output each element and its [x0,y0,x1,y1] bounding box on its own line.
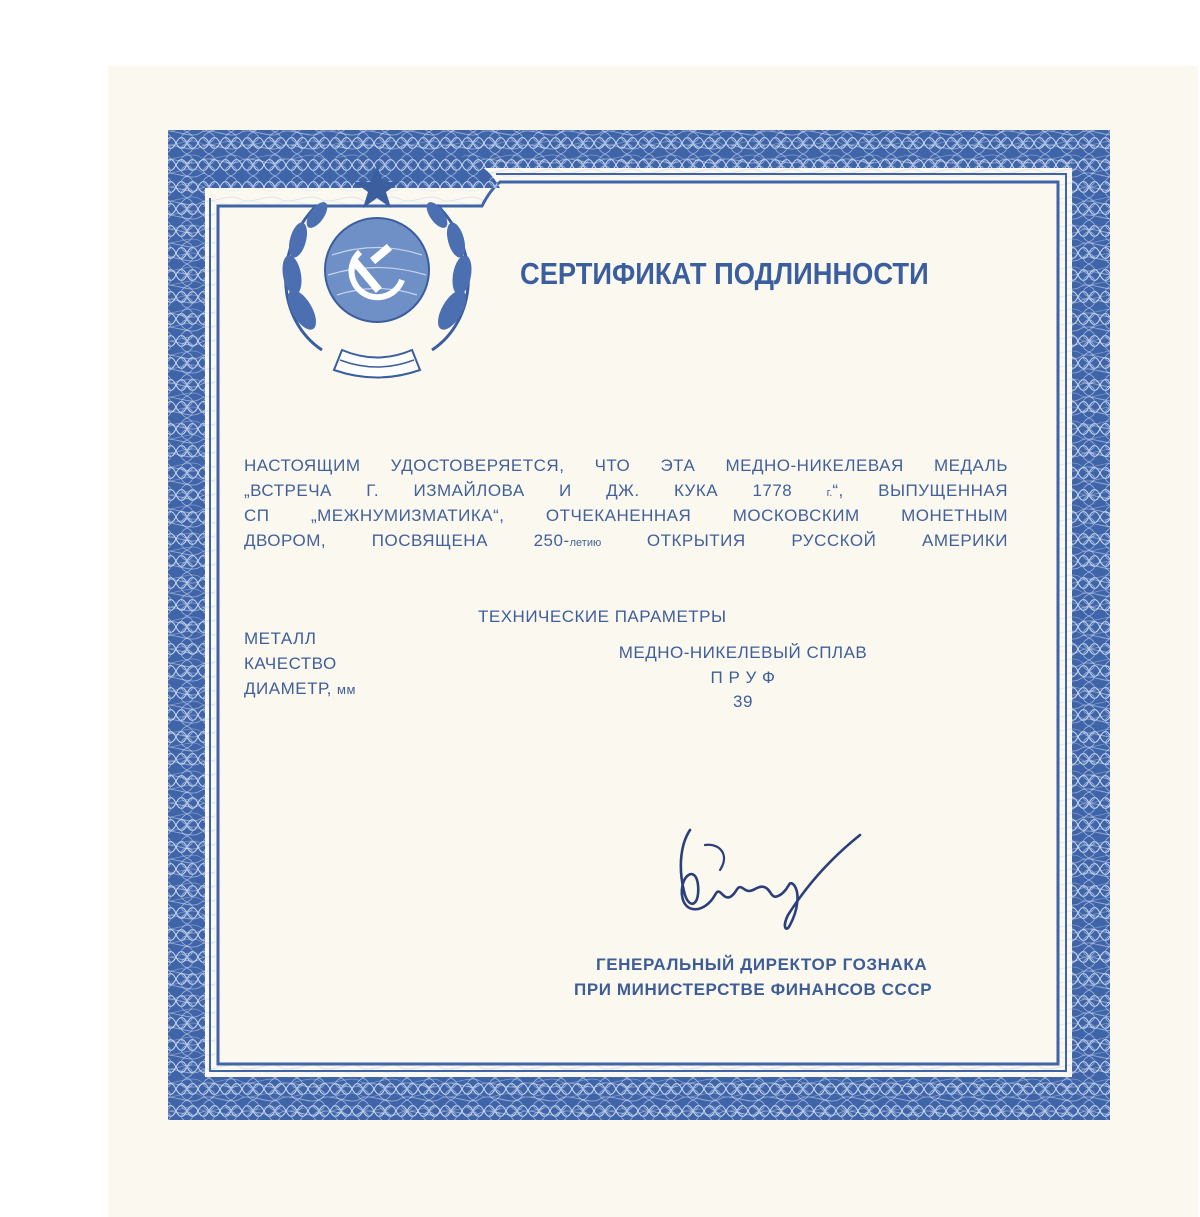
body-line-2-main: „ВСТРЕЧА Г. ИЗМАЙЛОВА И ДЖ. КУКА 1778 [244,481,793,500]
body-line-4-small: летию [569,537,602,549]
diameter-label [244,679,356,699]
body-line-2-small: г. [826,487,833,499]
signatory-line-2: ПРИ МИНИСТЕРСТВЕ ФИНАНСОВ СССР [574,980,933,999]
diameter-label-text: ДИАМЕТР, [244,679,332,698]
body-line-2 [244,481,1008,501]
tech-params-title: ТЕХНИЧЕСКИЕ ПАРАМЕТРЫ [478,607,727,626]
metal-label: МЕТАЛЛ [244,629,317,648]
metal-value: МЕДНО-НИКЕЛЕВЫЙ СПЛАВ [618,643,868,662]
body-line-4 [244,531,1008,551]
diameter-unit: мм [337,682,356,697]
quality-value: П Р У Ф [710,668,776,687]
diameter-value: 39 [733,692,753,711]
body-line-2-end: “, ВЫПУЩЕННАЯ [832,481,1008,500]
body-line-4-end: ОТКРЫТИЯ РУССКОЙ АМЕРИКИ [646,531,1008,550]
quality-label: КАЧЕСТВО [244,654,337,673]
signatory-line-1: ГЕНЕРАЛЬНЫЙ ДИРЕКТОР ГОЗНАКА [596,955,928,974]
signature-icon [660,815,870,940]
certificate-title: СЕРТИФИКАТ ПОДЛИННОСТИ [520,256,929,291]
ussr-state-emblem-icon [262,160,492,390]
body-line-4-start: ДВОРОМ, ПОСВЯЩЕНА 250- [244,531,570,550]
body-line-3: СП „МЕЖНУМИЗМАТИКА“, ОТЧЕКАНЕННАЯ МОСКОВСКИМ МОНЕТНЫМ [244,506,1008,525]
body-line-1: НАСТОЯЩИМ УДОСТОВЕРЯЕТСЯ, ЧТО ЭТА МЕДНО-НИКЕЛЕВАЯ МЕДАЛЬ [244,456,1008,475]
